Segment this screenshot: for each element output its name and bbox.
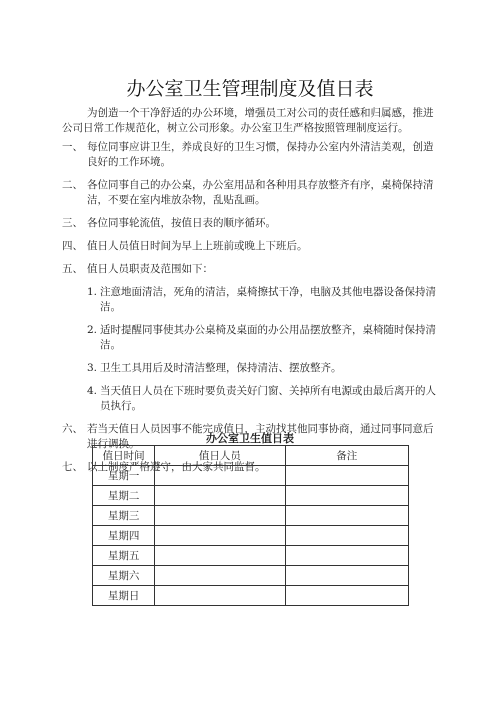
- table-row: [93, 506, 409, 526]
- remarks-cell[interactable]: [285, 586, 408, 606]
- sub-number: 4.: [87, 385, 98, 397]
- rule-number: 六、: [62, 423, 83, 435]
- rule-item: [62, 140, 442, 170]
- sub-number: 1.: [87, 286, 98, 298]
- person-cell[interactable]: [155, 586, 285, 606]
- duty-sub-item: [87, 361, 442, 376]
- day-cell: 星期一: [93, 466, 155, 486]
- rule-text: 每位同事应讲卫生，养成良好的卫生习惯，保持办公室内外清洁美观，创造良好的工作环境。: [87, 141, 434, 168]
- person-cell[interactable]: [155, 546, 285, 566]
- rule-item: [62, 239, 442, 254]
- remarks-cell[interactable]: [285, 506, 408, 526]
- table-header-row: [93, 446, 409, 466]
- rule-text: 值日人员职责及范围如下：: [87, 263, 213, 275]
- duty-sub-item: [87, 323, 442, 353]
- day-cell: 星期三: [93, 506, 155, 526]
- remarks-cell[interactable]: [285, 526, 408, 546]
- remarks-cell[interactable]: [285, 486, 408, 506]
- header-remarks: 备注: [285, 446, 408, 466]
- duty-sub-item: [87, 285, 442, 315]
- table-row: [93, 526, 409, 546]
- table-title: 办公室卫生值日表: [206, 432, 294, 445]
- rule-number: 一、: [62, 141, 83, 153]
- sub-text: 适时提醒同事使其办公桌椅及桌面的办公用品摆放整齐，桌椅随时保持清洁。: [100, 324, 436, 351]
- day-cell: 星期四: [93, 526, 155, 546]
- duty-roster-table: [92, 445, 409, 606]
- table-row: [93, 466, 409, 486]
- day-cell: 星期六: [93, 566, 155, 586]
- table-row: [93, 546, 409, 566]
- rule-item: [62, 178, 442, 208]
- day-cell: 星期五: [93, 546, 155, 566]
- rule-number: 四、: [62, 240, 83, 252]
- rule-number: 三、: [62, 217, 83, 229]
- person-cell[interactable]: [155, 486, 285, 506]
- rule-text: 若当天值日人员因事不能完成值日，主动找其他同事协商，通过同事同意后进行调换。: [87, 423, 434, 450]
- table-row: [93, 586, 409, 606]
- rule-text: 各位同事自己的办公桌，办公室用品和各种用具存放整齐有序，桌椅保持清洁，不要在室内堆放杂物，乱贴乱画。: [87, 179, 434, 206]
- rule-number: 二、: [62, 179, 83, 191]
- remarks-cell[interactable]: [285, 566, 408, 586]
- sub-number: 2.: [87, 324, 98, 336]
- remarks-cell[interactable]: [285, 546, 408, 566]
- rule-text: 值日人员值日时间为早上上班前或晚上下班后。: [87, 240, 308, 252]
- person-cell[interactable]: [155, 526, 285, 546]
- rule-text: 以上制度严格遵守，由大家共同监督。: [87, 461, 266, 473]
- person-cell[interactable]: [155, 506, 285, 526]
- table-row: [93, 486, 409, 506]
- duty-sub-item: [87, 384, 442, 414]
- day-cell: 星期日: [93, 586, 155, 606]
- page-title: 办公室卫生管理制度及值日表: [126, 78, 374, 100]
- rule-number: 七、: [62, 461, 83, 473]
- remarks-cell[interactable]: [285, 466, 408, 486]
- table-row: [93, 566, 409, 586]
- rule-number: 五、: [62, 263, 83, 275]
- rule-text: 各位同事轮流值，按值日表的顺序循环。: [87, 217, 276, 229]
- person-cell[interactable]: [155, 566, 285, 586]
- header-duty-time: 值日时间: [93, 446, 155, 466]
- person-cell[interactable]: [155, 466, 285, 486]
- sub-text: 当天值日人员在下班时要负责关好门窗、关掉所有电源或由最后离开的人员执行。: [100, 385, 436, 412]
- intro-paragraph: 为创造一个干净舒适的办公环境，增强员工对公司的责任感和归属感，推进公司日常工作规范化，树立公司形象。办公室卫生严格按照管理制度运行。: [62, 107, 434, 134]
- rule-item: [62, 262, 442, 277]
- header-duty-person: 值日人员: [155, 446, 285, 466]
- sub-text: 卫生工具用后及时清洁整理，保持清洁、摆放整齐。: [100, 362, 342, 374]
- sub-text: 注意地面清洁，死角的清洁，桌椅擦拭干净，电脑及其他电器设备保持清洁。: [100, 286, 436, 313]
- rule-item: [62, 216, 442, 231]
- sub-number: 3.: [87, 362, 98, 374]
- day-cell: 星期二: [93, 486, 155, 506]
